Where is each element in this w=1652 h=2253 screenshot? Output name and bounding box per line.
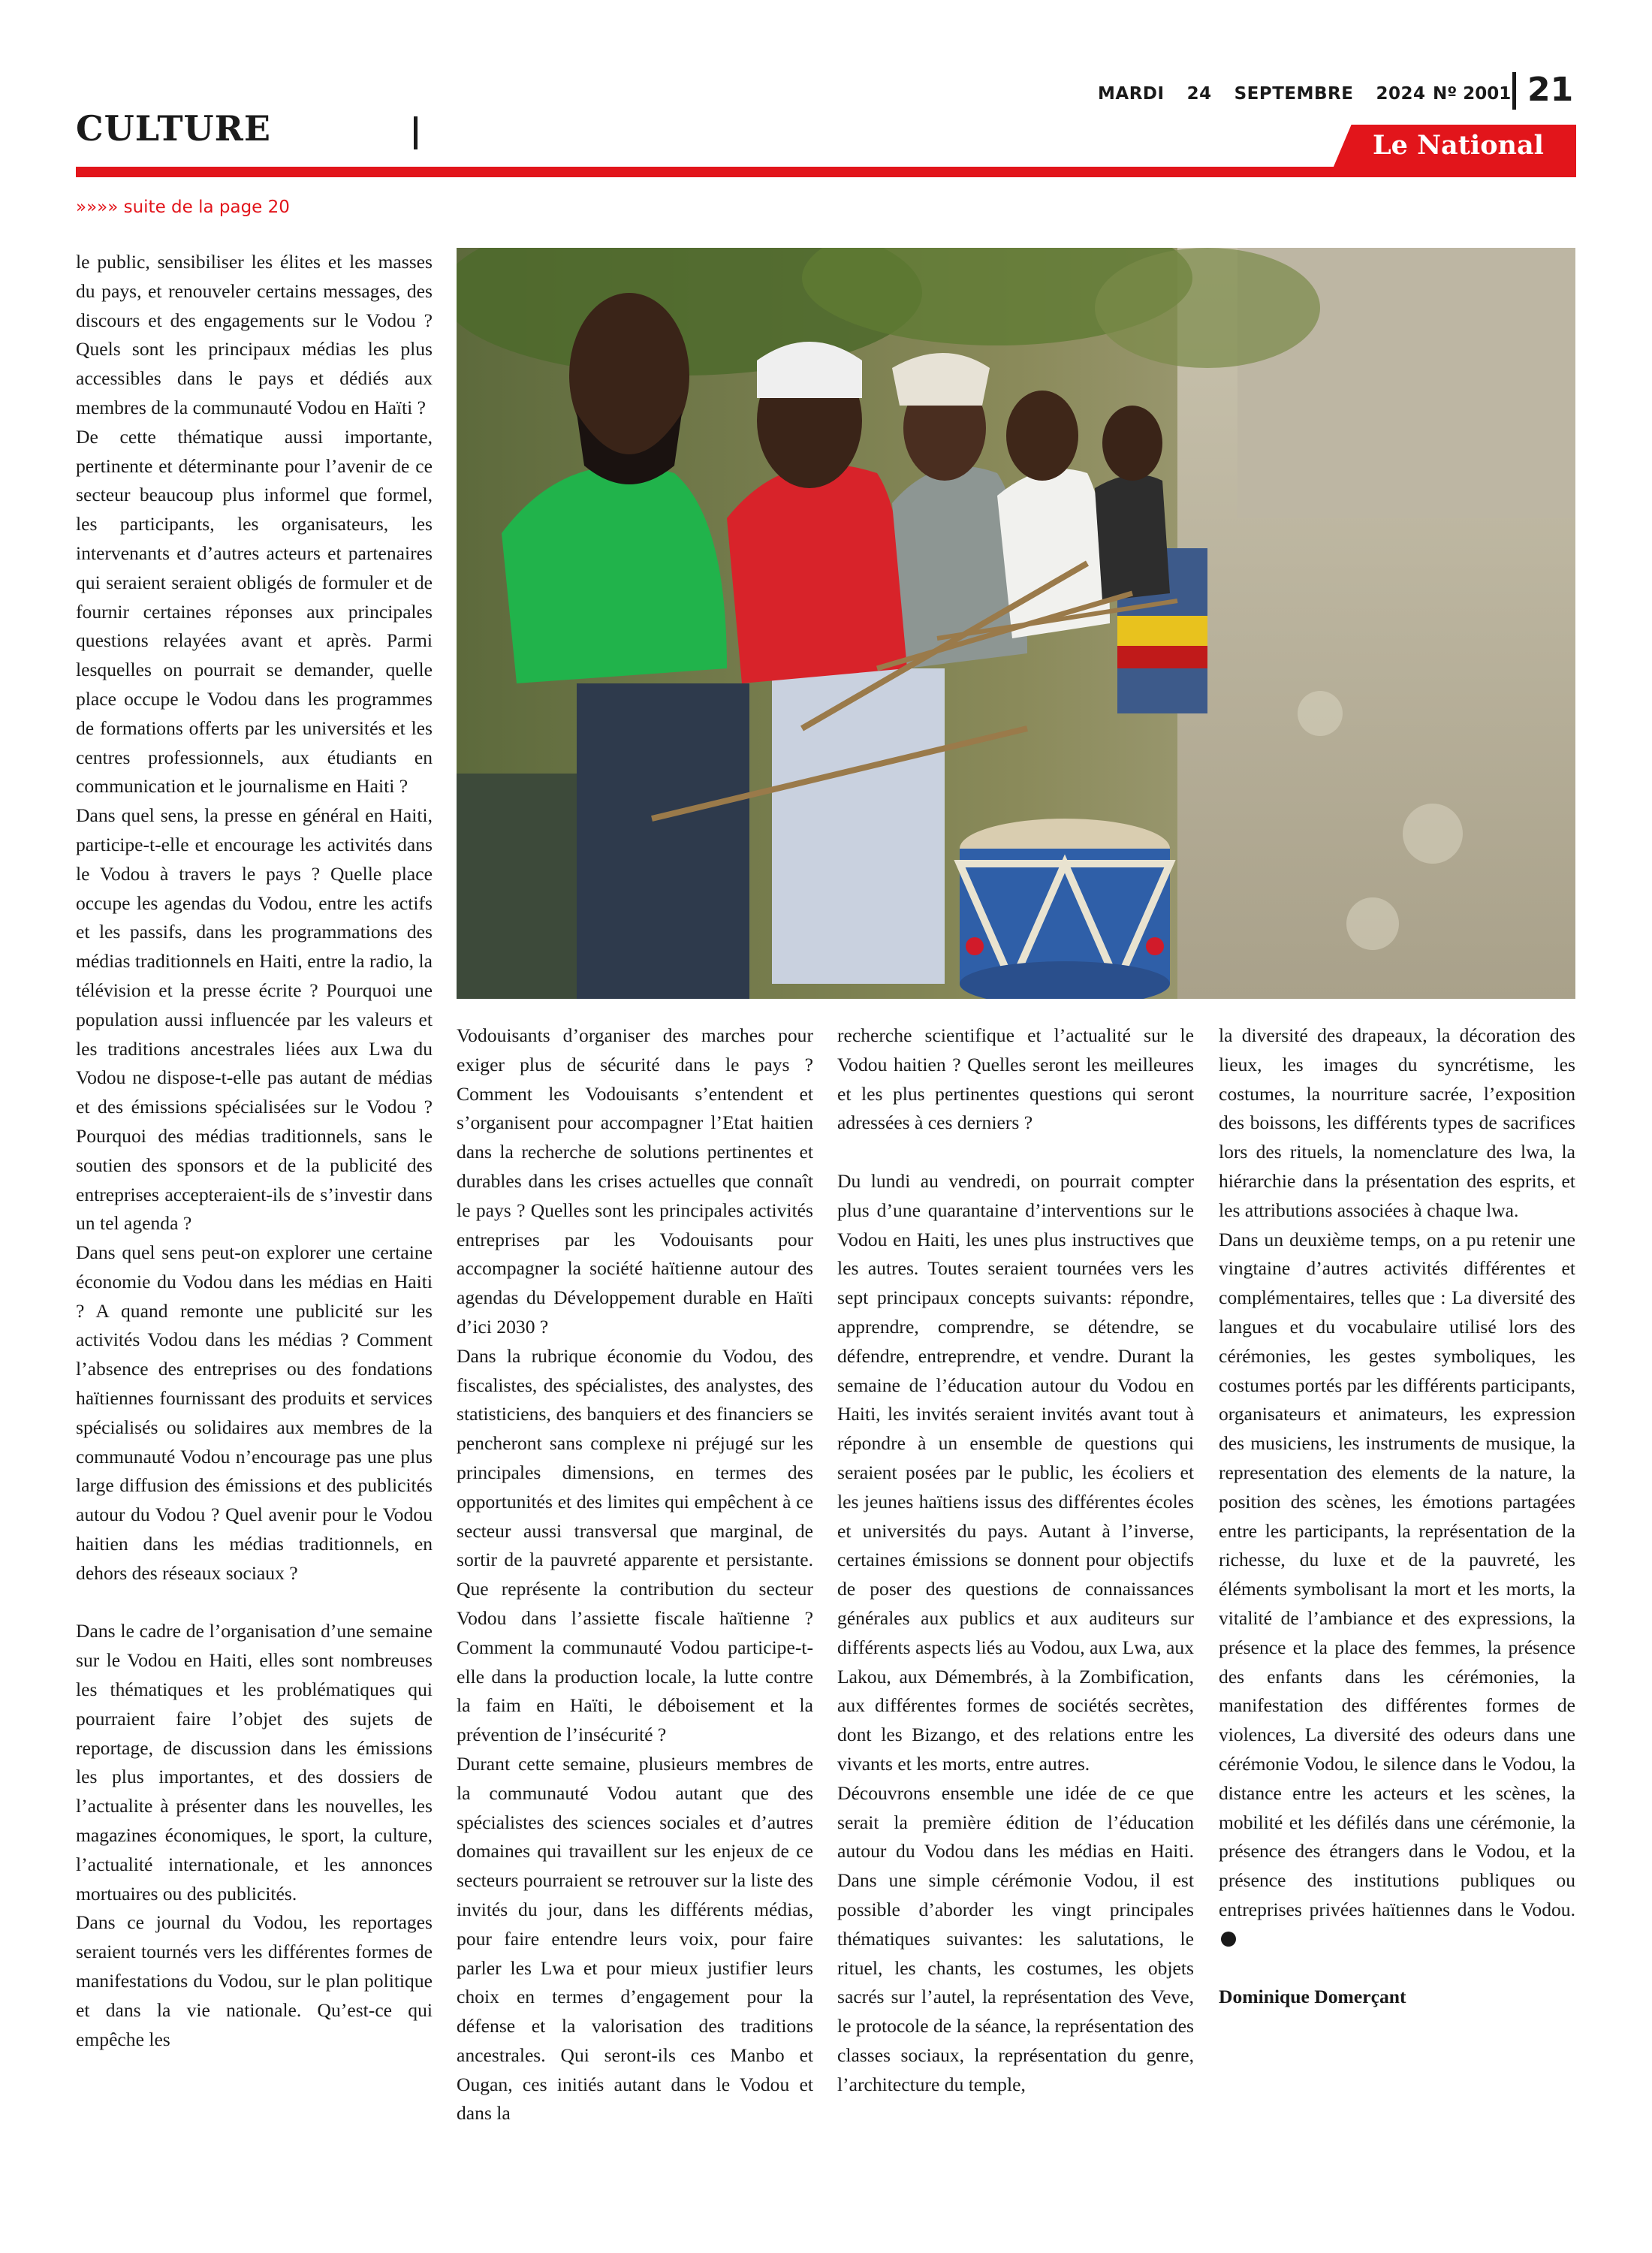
issue-date-number: 24 xyxy=(1186,84,1212,104)
paragraph: Durant cette semaine, plusieurs membres de la communauté Vodou autant que des spécialistes des sciences sociales et d’autres domaines qui travaillent sur les enjeux de ce secteurs pourraient se retrouver sur la liste des invités du jour, dans les différents médias, pour faire entendre leurs voix, pour faire parler les Lwa et pour mieux justifier leurs choix en termes d’engagement pour la défense et la valorisation des traditions ancestrales. Qui seront-ils ces Manbo et Ougan, ces initiés autant dans le Vodou et dans la xyxy=(457,1752,813,2125)
paragraph: Vodouisants d’organiser des marches pour exiger plus de sécurité dans le pays ? Comment les Vodouisants s’entendent et s’organisent pour accompagner l’Etat haitien dans la recherche de solutions pertinentes et durables dans les crises actuelles que connaît le pays ? Quelles sont les principales activités entreprises par les Vodouisants pour accompagner la société haïtienne autour des agendas du Développement durable en Haïti d’ici 2030 ? xyxy=(457,1024,813,1338)
author-signature: Dominique Domerçant xyxy=(1219,1986,1406,2008)
section-title: CULTURE xyxy=(76,108,271,149)
paragraph: le public, sensibiliser les élites et les masses du pays, et renouveler certains messages, des discours et des engagements sur le Vodou ? Quels sont les principaux médias les plus accessibles dans le pays et dédiés aux membres de la communauté Vodou en Haïti ? xyxy=(76,251,433,418)
issue-year: 2024 xyxy=(1376,84,1426,104)
issue-month: SEPTEMBRE xyxy=(1234,84,1354,104)
paragraph: recherche scientifique et l’actualité sur le Vodou haitien ? Quelles seront les meilleures et les plus pertinentes questions qui seront adressées à ces derniers ? xyxy=(837,1024,1194,1134)
paragraph xyxy=(1219,1226,1575,1954)
article-column-1 xyxy=(76,248,433,2054)
end-of-article-icon xyxy=(1221,1932,1236,1947)
issue-day: MARDI xyxy=(1098,84,1165,104)
paragraph: De cette thématique aussi importante, pertinente et déterminante pour l’avenir de ce secteur beaucoup plus informel que formel, les participants, les organisateurs, les intervenants et d’autres acteurs et partenaires qui seraient seraient obligés de formuler et de fournir certaines réponses aux principales questions relayées avant et après. Parmi lesquelles on pourrait se demander, quelle place occupe le Vodou dans les programmes de formations offerts par les universités et les centres professionnels, aux étudiants en communication et le journalisme en Haiti ? xyxy=(76,425,433,798)
issue-date xyxy=(1098,84,1448,104)
section-divider xyxy=(414,116,418,149)
issue-number: Nº 2001 xyxy=(1433,84,1512,104)
paragraph: Découvrons ensemble une idée de ce que serait la première édition de l’éducation autour du Vodou dans les médias en Haiti. Dans une simple cérémonie Vodou, il est possible d’aborder les vingt principales thématiques suivantes: les salutations, le rituel, les chants, les costumes, les objets sacrés sur l’autel, la représentation des Veve, le protocole de la séance, la représentation des classes sociaux, la représentation du genre, l’architecture du temple, xyxy=(837,1781,1194,2095)
paragraph: Dans ce journal du Vodou, les reportages seraient tournés vers les différentes formes de manifestations du Vodou, sur le plan politique et dans la vie nationale. Qu’est-ce qui empêche les xyxy=(76,1911,433,2050)
paragraph: Dans quel sens, la presse en général en Haiti, participe-t-elle et encourage les activités dans le Vodou à travers le pays ? Quelle place occupe les agendas du Vodou, entre les actifs et les passifs, dans les programmations des médias traditionnels en Haiti, entre la radio, la télévision et la presse écrite ? Pourquoi une population aussi influencée par les valeurs et les traditions ancestrales liées aux Lwa du Vodou ne dispose-t-elle pas autant de médias et des émissions spécialisées sur le Vodou ? Pourquoi des médias traditionnels, sans le soutien des sponsors et de la publicité des entreprises accepteraient-ils de s’investir dans un tel agenda ? xyxy=(76,804,433,1235)
article-column-2 xyxy=(457,1021,813,2128)
photo-illustration xyxy=(457,248,1575,999)
paragraph: Dans le cadre de l’organisation d’une semaine sur le Vodou en Haiti, elles sont nombreuses les thématiques et les problématiques qui pourraient faire l’objet des sujets de reportage, de discussion dans les émissions les plus importantes, et des dossiers de l’actualite à présenter dans les nouvelles, les magazines économiques, le sport, la culture, l’actualité internationale, et les annonces mortuaires ou des publicités. xyxy=(76,1620,433,1905)
paragraph: Du lundi au vendredi, on pourrait compter plus d’une quarantaine d’interventions sur le Vodou en Haiti, les unes plus instructives que les autres. Toutes seraient tournées vers les sept principaux concepts suivants: répondre, apprendre, comprendre, se détendre, se défendre, entreprendre, et vendre. Durant la semaine de l’éducation autour du Vodou en Haiti, les invités seraient invités avant tout à répondre à un ensemble de questions qui seraient posées par le public, les écoliers et les jeunes haïtiens issus des différentes écoles et universités du pays. Autant à l’inverse, certaines émissions se donnent pour objectifs de poser des questions de connaissances générales aux publics et aux auditeurs sur différents aspects liés au Vodou, aux Lwa, aux Lakou, aux Démembrés, à la Zombification, aux différentes formes de sociétés secrètes, dont les Bizango, et des relations entre les vivants et les morts, entre autres. xyxy=(837,1169,1194,1775)
page-number: 21 xyxy=(1527,71,1574,109)
vodou-drummers-photo xyxy=(457,248,1575,999)
paragraph: Dans la rubrique économie du Vodou, des fiscalistes, des spécialistes, des analystes, des statisticiens, des banquiers et des financiers se pencheront sans complexe ni préjugé sur les principales dimensions, en termes des opportunités et des limites qui empêchent à ce secteur aussi transversal que marginal, de sortir de la pauvreté apparente et persistante. Que représente la contribution du secteur Vodou dans l’assiette fiscale haïtienne ? Comment la communauté Vodou participe-t-elle dans la production locale, la lutte contre la faim en Haïti, le déboisement et la prévention de l’insécurité ? xyxy=(457,1344,813,1746)
paragraph: Dans quel sens peut-on explorer une certaine économie du Vodou dans les médias en Haiti ? A quand remonte une publicité sur les activités Vodou dans les médias ? Comment l’absence des entreprises ou des fondations haïtiennes fournissant des produits et services spécialisés ou solidaires aux membres de la communauté Vodou n’encourage pas une plus large diffusion des émissions et des publicités autour du Vodou ? Quel avenir pour le Vodou haitien dans les médias traditionnels, en dehors des réseaux sociaux ? xyxy=(76,1241,433,1584)
paragraph-text: Dans un deuxième temps, on a pu retenir une vingtaine d’autres activités différentes et complémentaires, telles que : La diversité des langues et du vocabulaire utilisé lors des cérémonies, les gestes symboliques, les costumes portés par les différents participants, organisateurs et animateurs, les expression des musiciens, les instruments de musique, la representation des elements de la nature, la position des scènes, les émotions partagées entre les participants, la représentation de la richesse, du luxe et de la pauvreté, les éléments symbolisant la mort et les morts, la vitalité de l’ambiance et des expressions, la présence et la place des femmes, la présence des enfants dans les cérémonies, la manifestation des différentes formes de violences, La diversité des odeurs dans une cérémonie Vodou, le silence dans le Vodou, la distance entre les acteurs et les scènes, la mobilité et les défilés dans une cérémonie, la présence des étrangers dans le Vodou, et la présence des institutions publiques ou entreprises privées haïtiennes dans le Vodou. xyxy=(1219,1228,1575,1920)
continuation-note: »»»» suite de la page 20 xyxy=(76,198,290,217)
article-column-3 xyxy=(837,1021,1194,2099)
brand-name: Le National xyxy=(1373,130,1544,161)
header-divider xyxy=(1512,72,1516,110)
article-column-4 xyxy=(1219,1021,1575,2012)
paragraph: la diversité des drapeaux, la décoration des lieux, les images du syncrétisme, les costumes, la nourriture sacrée, l’exposition des boissons, les différents types de sacrifices lors des rituels, la nomenclature des lwa, la hiérarchie dans la présentation des esprits, et les attributions associées à chaque lwa. xyxy=(1219,1024,1575,1221)
